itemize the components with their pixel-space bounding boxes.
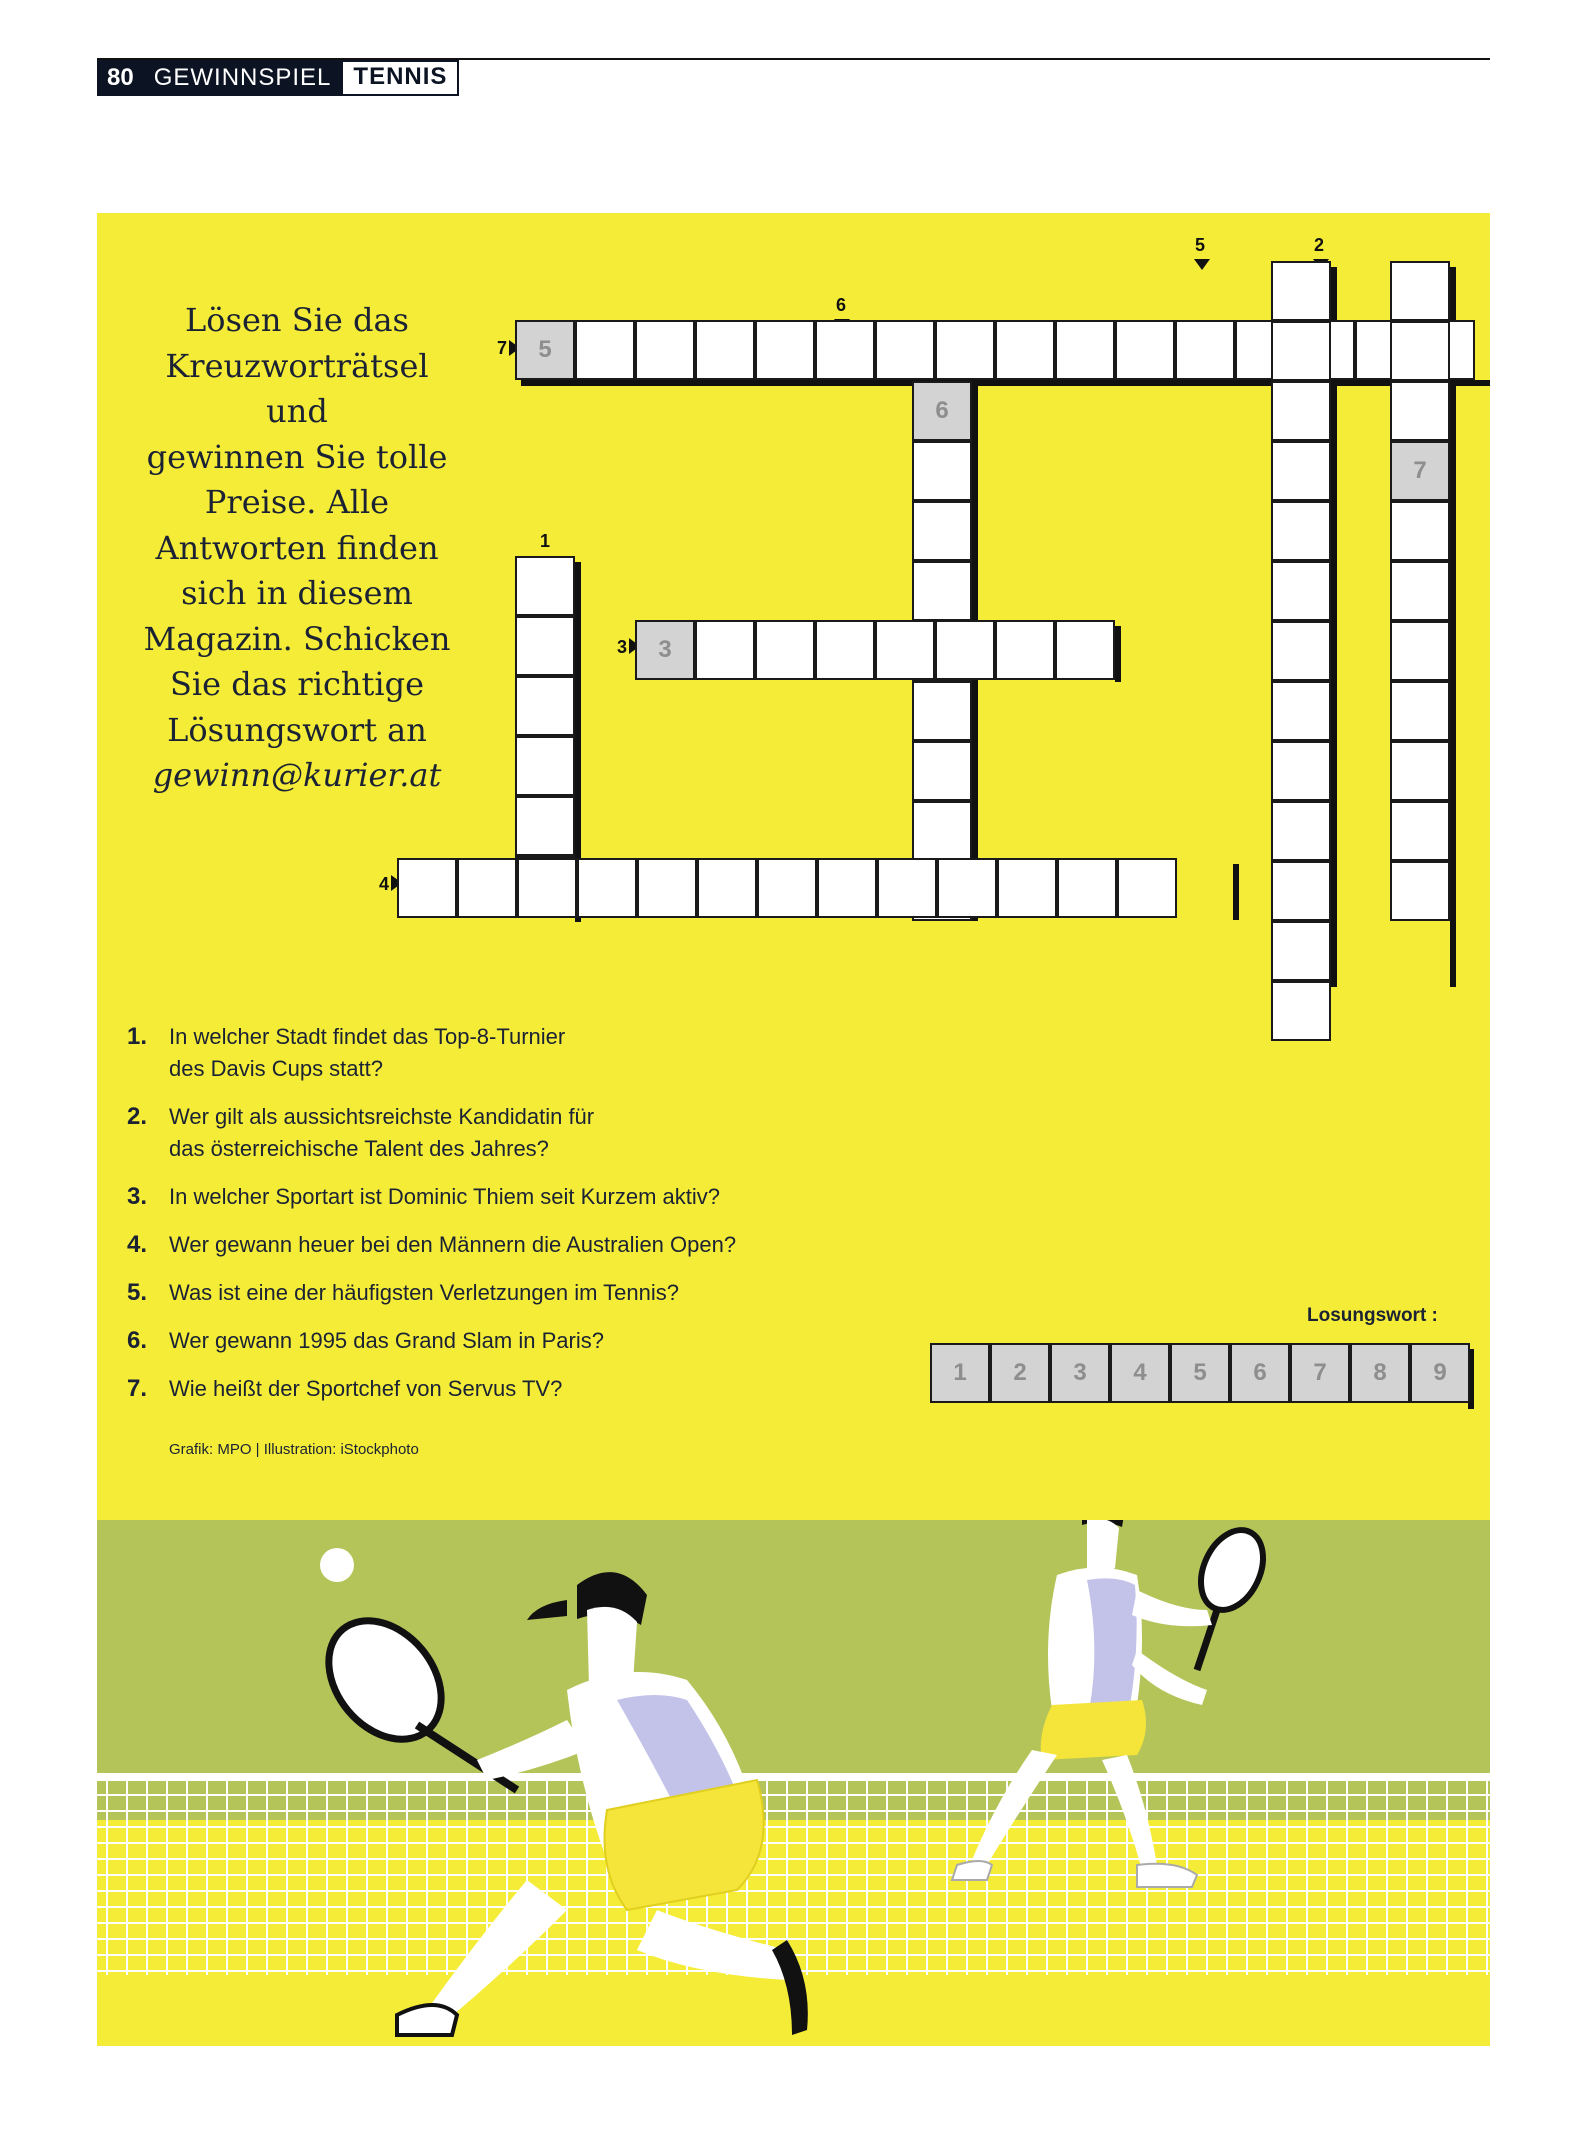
crossword-cell[interactable] bbox=[995, 620, 1055, 680]
clue-number-7: 7 bbox=[497, 338, 508, 358]
question-text-cont: das österreichische Talent des Jahres? bbox=[169, 1136, 549, 1161]
crossword-cell[interactable] bbox=[875, 320, 935, 380]
puzzle-panel bbox=[97, 213, 1490, 2046]
crossword-cell[interactable] bbox=[1390, 621, 1450, 681]
crossword-cell[interactable] bbox=[1390, 321, 1450, 381]
solution-slot[interactable] bbox=[1170, 1343, 1230, 1403]
crossword-cell[interactable] bbox=[1271, 801, 1331, 861]
crossword-cell[interactable] bbox=[1390, 441, 1450, 501]
crossword-grid bbox=[97, 213, 1490, 1113]
crossword-cell[interactable] bbox=[1271, 561, 1331, 621]
crossword-cell[interactable] bbox=[457, 858, 517, 918]
question-text: In welcher Sportart ist Dominic Thiem seit Kurzem aktiv? bbox=[169, 1184, 720, 1209]
crossword-cell[interactable] bbox=[935, 620, 995, 680]
crossword-cell[interactable] bbox=[875, 620, 935, 680]
crossword-cell[interactable] bbox=[695, 620, 755, 680]
question-item bbox=[127, 1181, 827, 1213]
crossword-cell[interactable] bbox=[515, 556, 575, 616]
clue-number-6: 6 bbox=[836, 295, 847, 315]
credit-line: Grafik: MPO | Illustration: iStockphoto bbox=[169, 1441, 419, 1458]
crossword-cell[interactable] bbox=[515, 616, 575, 676]
tennis-ball-icon bbox=[320, 1548, 354, 1582]
clue-number-3: 3 bbox=[617, 637, 628, 657]
crossword-cell[interactable] bbox=[935, 320, 995, 380]
crossword-cell[interactable] bbox=[1117, 858, 1177, 918]
crossword-cell[interactable] bbox=[1390, 561, 1450, 621]
crossword-cell[interactable] bbox=[912, 561, 972, 621]
intro-line: Sie das richtige bbox=[170, 665, 424, 703]
crossword-cell[interactable] bbox=[397, 858, 457, 918]
crossword-cell[interactable] bbox=[912, 441, 972, 501]
solution-slot[interactable] bbox=[1230, 1343, 1290, 1403]
crossword-cell[interactable] bbox=[912, 741, 972, 801]
crossword-cell[interactable] bbox=[1390, 501, 1450, 561]
crossword-cell[interactable] bbox=[515, 796, 575, 856]
crossword-cell[interactable] bbox=[1390, 381, 1450, 441]
crossword-cell[interactable] bbox=[912, 681, 972, 741]
solution-letter-marker: 7 bbox=[1413, 457, 1427, 484]
crossword-cell[interactable] bbox=[815, 320, 875, 380]
header-tag bbox=[97, 60, 459, 96]
crossword-cell[interactable] bbox=[912, 801, 972, 861]
crossword-cell[interactable] bbox=[877, 858, 937, 918]
question-item bbox=[127, 1277, 827, 1309]
crossword-cell[interactable] bbox=[1055, 620, 1115, 680]
solution-slot-number: 5 bbox=[1193, 1359, 1207, 1386]
solution-slot[interactable] bbox=[1410, 1343, 1470, 1403]
crossword-cell[interactable] bbox=[997, 858, 1057, 918]
solution-slot-number: 7 bbox=[1313, 1359, 1327, 1386]
question-number: 4. bbox=[127, 1231, 148, 1258]
crossword-cell[interactable] bbox=[1271, 981, 1331, 1041]
solution-slot[interactable] bbox=[1110, 1343, 1170, 1403]
crossword-cell[interactable] bbox=[515, 676, 575, 736]
question-list bbox=[127, 1021, 827, 1421]
question-number: 6. bbox=[127, 1327, 148, 1354]
crossword-cell[interactable] bbox=[1271, 621, 1331, 681]
crossword-cell[interactable] bbox=[635, 320, 695, 380]
intro-line: Kreuzworträtsel und bbox=[165, 346, 429, 430]
tennis-illustration bbox=[97, 1520, 1490, 2046]
question-text: Wer gilt als aussichtsreichste Kandidatin für bbox=[169, 1104, 595, 1129]
crossword-cell[interactable] bbox=[1271, 381, 1331, 441]
intro-line: Lösungswort an bbox=[167, 710, 427, 749]
solution-slot[interactable] bbox=[1350, 1343, 1410, 1403]
question-item bbox=[127, 1373, 827, 1405]
question-number: 7. bbox=[127, 1375, 148, 1402]
crossword-cell[interactable] bbox=[1390, 261, 1450, 321]
crossword-cell[interactable] bbox=[517, 858, 577, 918]
topic-label: TENNIS bbox=[341, 60, 459, 96]
clue-number-5: 5 bbox=[1195, 235, 1206, 255]
crossword-cell[interactable] bbox=[637, 858, 697, 918]
intro-line: Antworten finden bbox=[155, 528, 439, 567]
solution-slot-number: 6 bbox=[1253, 1359, 1267, 1386]
crossword-cell[interactable] bbox=[1271, 501, 1331, 561]
crossword-cell[interactable] bbox=[1115, 320, 1175, 380]
question-item bbox=[127, 1021, 827, 1085]
solution-slot[interactable] bbox=[1050, 1343, 1110, 1403]
intro-line: Lösen Sie das bbox=[185, 301, 409, 339]
crossword-cell[interactable] bbox=[1271, 261, 1331, 321]
crossword-cell[interactable] bbox=[577, 858, 637, 918]
crossword-cell[interactable] bbox=[912, 501, 972, 561]
crossword-cell[interactable] bbox=[755, 320, 815, 380]
question-item bbox=[127, 1325, 827, 1357]
section-label: GEWINNSPIEL bbox=[153, 64, 332, 91]
crossword-cell[interactable] bbox=[757, 858, 817, 918]
question-text-cont: des Davis Cups statt? bbox=[169, 1056, 383, 1081]
crossword-cell[interactable] bbox=[515, 320, 575, 380]
crossword-cell[interactable] bbox=[1390, 681, 1450, 741]
solution-slot[interactable] bbox=[990, 1343, 1050, 1403]
crossword-cell[interactable] bbox=[635, 620, 695, 680]
clue-number-1: 1 bbox=[540, 531, 551, 551]
question-text: Was ist eine der häufigsten Verletzungen im Tennis? bbox=[169, 1280, 679, 1305]
solution-label: Losungswort : bbox=[1307, 1305, 1438, 1326]
intro-line: Magazin. Schicken bbox=[143, 619, 451, 658]
solution-slot-number: 3 bbox=[1073, 1359, 1087, 1386]
crossword-cell[interactable] bbox=[1271, 861, 1331, 921]
crossword-cell[interactable] bbox=[1175, 320, 1235, 380]
solution-letter-marker: 6 bbox=[935, 397, 949, 424]
crossword-cell[interactable] bbox=[937, 858, 997, 918]
intro-line: sich in diesem bbox=[181, 574, 413, 612]
solution-slot-number: 8 bbox=[1373, 1359, 1387, 1386]
crossword-cell[interactable] bbox=[1271, 681, 1331, 741]
clue-number-2: 2 bbox=[1314, 235, 1325, 255]
crossword-cell[interactable] bbox=[515, 736, 575, 796]
crossword-cell[interactable] bbox=[815, 620, 875, 680]
crossword-cell[interactable] bbox=[575, 320, 635, 380]
question-number: 5. bbox=[127, 1279, 148, 1306]
question-item bbox=[127, 1229, 827, 1261]
question-number: 1. bbox=[127, 1023, 148, 1050]
solution-slot-number: 4 bbox=[1133, 1359, 1147, 1386]
crossword-cell[interactable] bbox=[817, 858, 877, 918]
question-number: 3. bbox=[127, 1183, 148, 1210]
intro-line: gewinnen Sie tolle bbox=[146, 437, 448, 476]
solution-letter-marker: 5 bbox=[538, 336, 552, 363]
question-item bbox=[127, 1101, 827, 1165]
crossword-cell[interactable] bbox=[697, 858, 757, 918]
clue-number-4: 4 bbox=[379, 874, 390, 894]
question-text: Wer gewann 1995 das Grand Slam in Paris? bbox=[169, 1328, 604, 1353]
arrow-down-icon bbox=[1194, 259, 1210, 270]
crossword-cell[interactable] bbox=[695, 320, 755, 380]
crossword-cell[interactable] bbox=[1390, 741, 1450, 801]
page-number: 80 bbox=[107, 64, 134, 91]
crossword-cell[interactable] bbox=[1390, 861, 1450, 921]
cell-shadow bbox=[521, 380, 1490, 386]
solution-slot-number: 1 bbox=[953, 1359, 967, 1386]
solution-slot-number: 9 bbox=[1433, 1359, 1447, 1386]
crossword-cell[interactable] bbox=[1271, 921, 1331, 981]
solution-slot-number: 2 bbox=[1013, 1359, 1027, 1386]
crossword-cell[interactable] bbox=[912, 381, 972, 441]
question-number: 2. bbox=[127, 1103, 148, 1130]
question-text: Wer gewann heuer bei den Männern die Australien Open? bbox=[169, 1232, 737, 1257]
crossword-cell[interactable] bbox=[755, 620, 815, 680]
crossword-cell[interactable] bbox=[995, 320, 1055, 380]
page-header bbox=[97, 58, 1490, 98]
email-link[interactable]: gewinn@kurier.at bbox=[152, 756, 442, 794]
crossword-cell[interactable] bbox=[1055, 320, 1115, 380]
net-tape bbox=[97, 1773, 1490, 1781]
cell-shadow bbox=[1233, 864, 1239, 920]
question-text: Wie heißt der Sportchef von Servus TV? bbox=[169, 1376, 563, 1401]
crossword-cell[interactable] bbox=[1271, 741, 1331, 801]
cell-shadow bbox=[1115, 626, 1121, 682]
crossword-cell[interactable] bbox=[1271, 321, 1331, 381]
intro-line: Preise. Alle bbox=[204, 483, 390, 521]
crossword-cell[interactable] bbox=[1057, 858, 1117, 918]
question-text: In welcher Stadt findet das Top-8-Turnier bbox=[169, 1024, 566, 1049]
solution-slot[interactable] bbox=[930, 1343, 990, 1403]
crossword-cell[interactable] bbox=[1390, 801, 1450, 861]
solution-letter-marker: 3 bbox=[658, 636, 672, 663]
crossword-cell[interactable] bbox=[1271, 441, 1331, 501]
solution-slot[interactable] bbox=[1290, 1343, 1350, 1403]
